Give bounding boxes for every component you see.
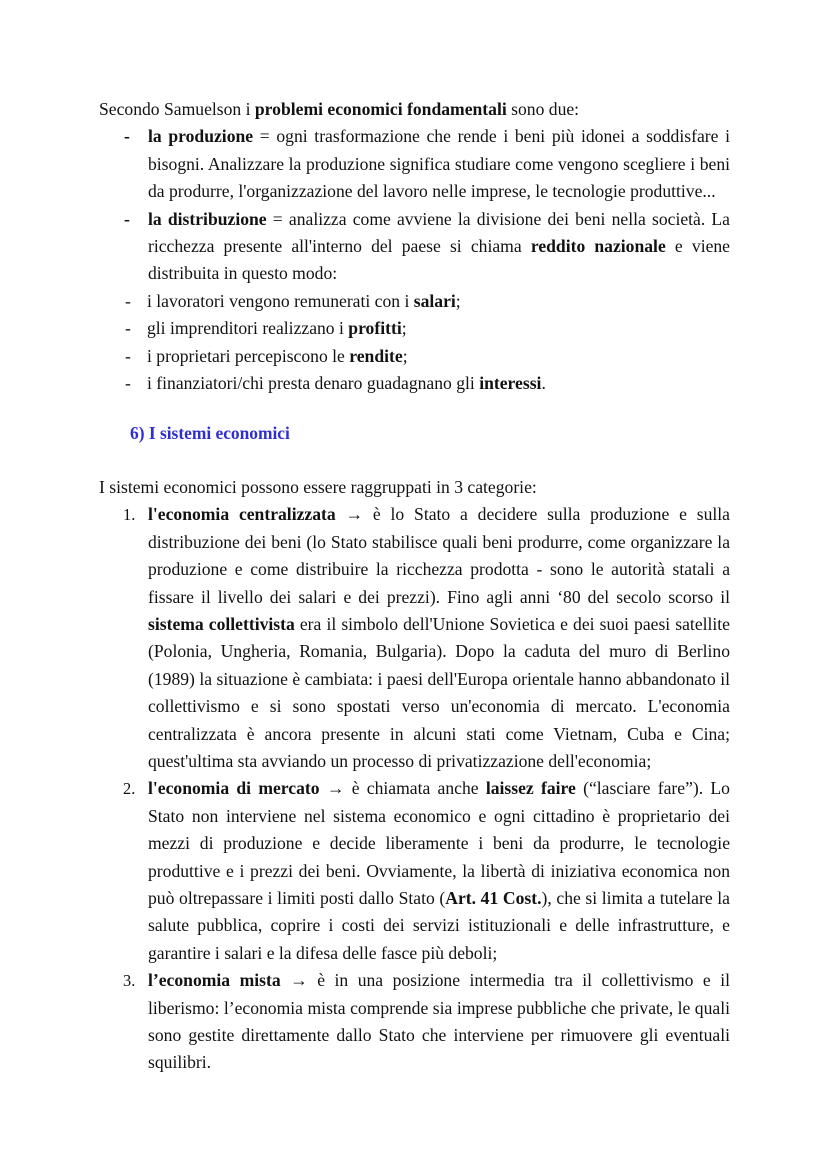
list-number-1: 1. [123, 505, 136, 525]
sub-pre-profitti: gli imprenditori realizzano i [147, 318, 349, 339]
list-item-economia-di-mercato [99, 775, 730, 967]
text-centralizzata-a: è lo Stato a decidere sulla produzione e sulla distribuzione dei beni (lo Stato stabilisce quali beni produrre, come organizzare la produzione e come distribuire la ricchezza prodotta - sono le autorità statali a fissare il livello dei salari e dei prezzi). Fino agli anni ‘80 del secolo scorso il [148, 504, 730, 607]
sub-pre-interessi: i finanziatori/chi presta denaro guadagnano gli [147, 373, 480, 394]
bold-interessi: interessi [479, 373, 542, 394]
arrow-icon: → [326, 778, 345, 799]
list-item-interessi [99, 370, 730, 397]
economic-systems-list [99, 501, 730, 1077]
list-number-2: 2. [123, 779, 136, 799]
lead-paragraph: I sistemi economici possono essere raggruppati in 3 categorie: [99, 476, 537, 497]
list-item-produzione [99, 123, 730, 205]
intro-post: sono due: [506, 99, 580, 119]
term-economia-centralizzata: l'economia centralizzata [148, 504, 336, 525]
sub-post-rendite: ; [402, 345, 408, 366]
dash-bullet-icon: - [124, 126, 130, 147]
sub-pre-rendite: i proprietari percepiscono le [147, 345, 350, 366]
intro-bold: problemi economici fondamentali [254, 99, 507, 119]
arrow-icon: → [290, 970, 308, 991]
sub-post-profitti: ; [401, 318, 407, 339]
text-distribuzione-c: e viene distribuita in questo modo: [148, 236, 730, 284]
distribution-sublist [99, 288, 730, 398]
text-mercato-e: ), che si limita a tutelare la salute pubblica, coprire i costi dei servizi istituzionali e delle infrastrutture, e garantire i salari e la difesa delle fasce più deboli; [148, 887, 730, 963]
term-economia-mista: l’economia mista [148, 970, 281, 991]
intro-paragraph [99, 96, 730, 123]
bold-rendite: rendite [349, 345, 403, 366]
text-distribuzione-a: = analizza come avviene la divisione dei beni nella società. La ricchezza presente all'interno del paese si chiama [148, 208, 730, 257]
list-item-economia-centralizzata [99, 501, 730, 775]
text-mista-a: è in una posizione intermedia tra il collettivismo e il liberismo: l’economia mista comprende sia imprese pubbliche che private, le quali sono gestite direttamente dallo Stato che interviene per rimuovere gli eventuali squilibri. [148, 970, 730, 1073]
dash-bullet-icon: - [125, 345, 131, 366]
text-mercato-a: è chiamata anche [344, 778, 486, 799]
term-produzione: la produzione [148, 126, 254, 147]
bold-reddito-nazionale: reddito nazionale [530, 236, 666, 257]
list-item-salari [99, 288, 730, 315]
bold-art-41-cost: Art. 41 Cost. [445, 887, 542, 908]
fundamental-problems-list [99, 123, 730, 287]
dash-bullet-icon: - [125, 290, 131, 311]
sub-post-interessi: . [541, 373, 546, 394]
bold-salari: salari [413, 290, 456, 311]
spacer-after-heading [99, 448, 730, 474]
list-item-distribuzione [99, 206, 730, 288]
intro-pre: Secondo Samuelson i [99, 99, 255, 119]
bold-profitti: profitti [348, 318, 402, 339]
dash-bullet-icon: - [125, 373, 131, 394]
list-item-rendite [99, 343, 730, 370]
term-economia-di-mercato: l'economia di mercato [148, 778, 320, 799]
arrow-icon: → [345, 504, 364, 525]
sub-pre-salari: i lavoratori vengono remunerati con i [147, 290, 414, 311]
text-mercato-c: (“lasciare fare”). Lo Stato non interviene nel sistema economico e ogni cittadino è proprietario dei mezzi di produzione e decide liberamente i beni da produrre, le tecnologie produttive e i prezzi dei beni. Ovviamente, la libertà di iniziativa economica non può oltrepassare i limiti posti dallo Stato ( [148, 778, 730, 908]
dash-bullet-icon: - [125, 318, 131, 339]
section-heading-sistemi-economici: 6) I sistemi economici [130, 423, 290, 444]
bold-laissez-faire: laissez faire [485, 778, 576, 799]
list-item-economia-mista [99, 967, 730, 1077]
document-body [99, 96, 730, 1077]
sub-post-salari: ; [455, 290, 461, 311]
list-number-3: 3. [123, 971, 136, 991]
dash-bullet-icon: - [124, 208, 130, 229]
spacer-before-heading [99, 397, 730, 420]
term-distribuzione: la distribuzione [148, 208, 267, 229]
text-produzione: = ogni trasformazione che rende i beni più idonei a soddisfare i bisogni. Analizzare la produzione significa studiare come vengono scegliere i beni da produrre, l'organizzazione del lavoro nelle imprese, le tecnologie produttive... [148, 126, 730, 202]
list-item-profitti [99, 315, 730, 342]
text-centralizzata-c: era il simbolo dell'Unione Sovietica e dei suoi paesi satellite (Polonia, Ungheria, Romania, Bulgaria). Dopo la caduta del muro di Berlino (1989) la situazione è cambiata: i paesi dell'Europa orientale hanno abbandonato il collettivismo e si sono spostati verso un'economia di mercato. L'economia centralizzata è ancora presente in alcuni stati come Vietnam, Cuba e Cina; quest'ultima sta avviando un processo di privatizzazione dell'economia; [148, 613, 730, 771]
bold-sistema-collettivista: sistema collettivista [148, 613, 295, 634]
